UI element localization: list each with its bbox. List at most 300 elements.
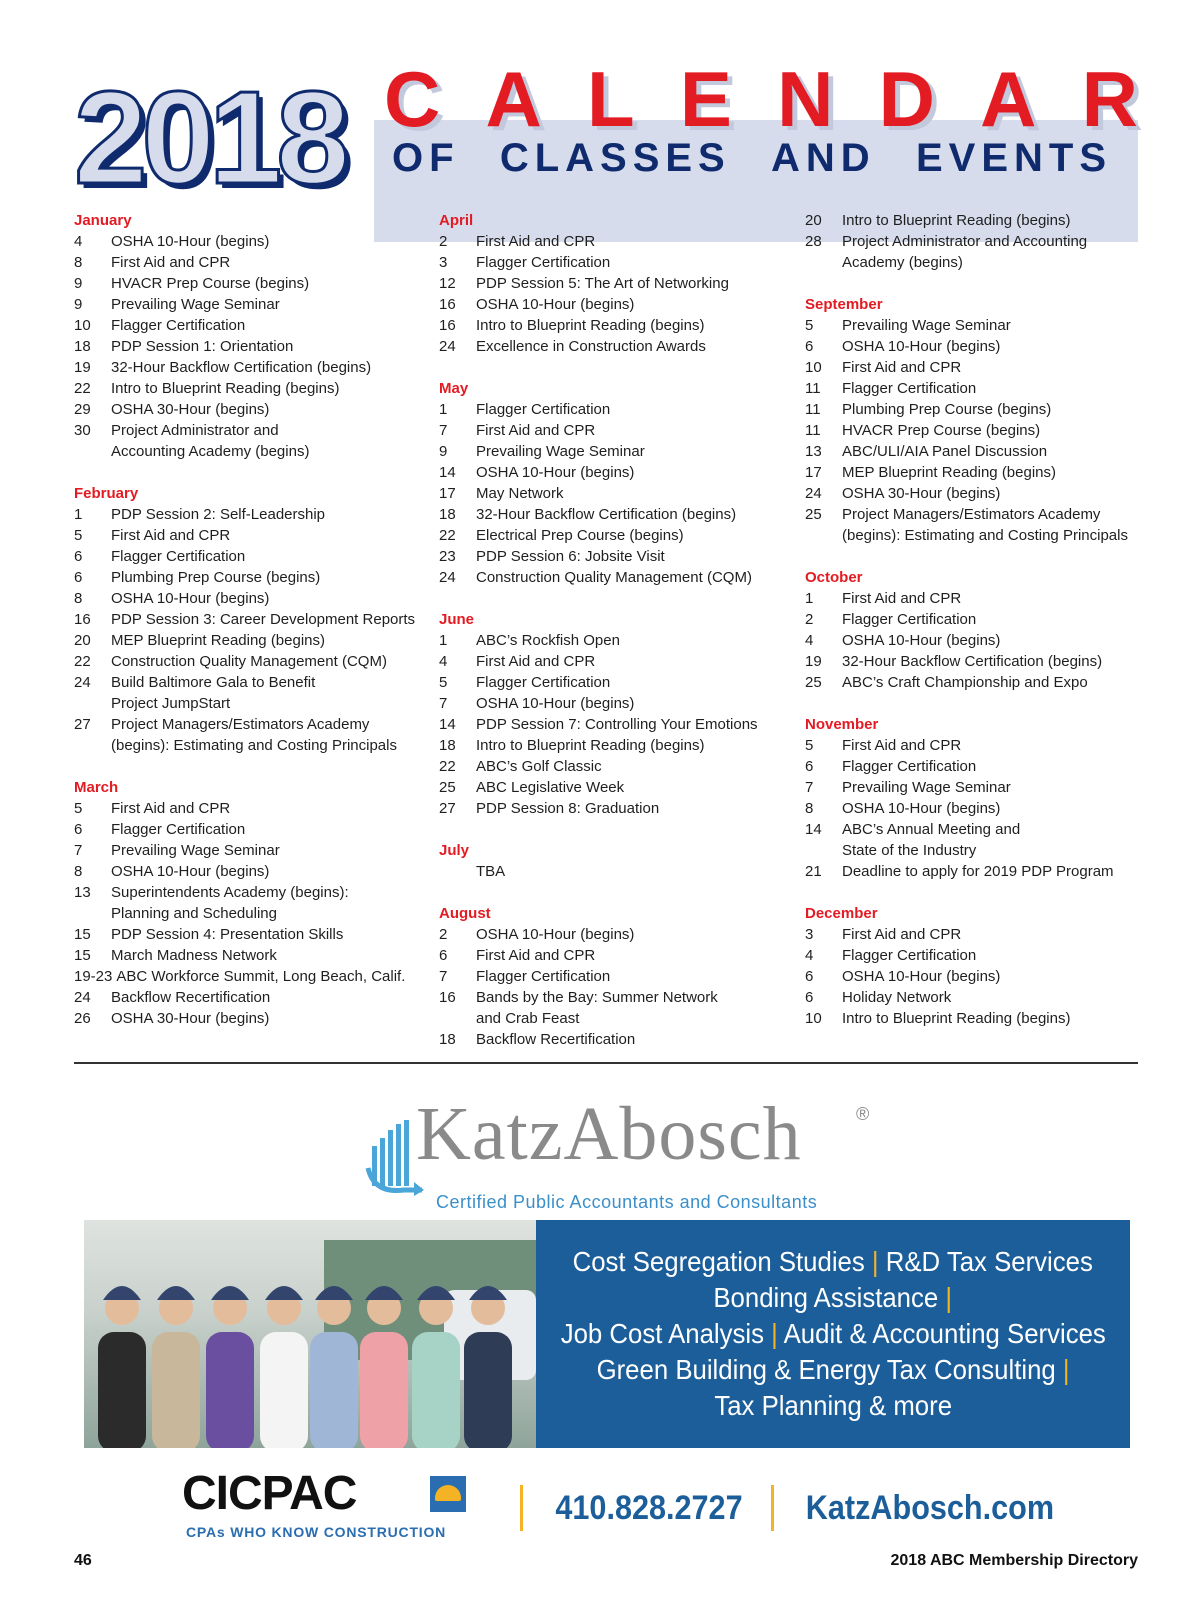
- event-date: 10: [805, 359, 822, 376]
- title-letter: C: [384, 55, 441, 143]
- event-title: OSHA 10-Hour (begins): [842, 338, 1001, 355]
- katzabosch-advertisement[interactable]: [74, 1078, 1138, 1540]
- event-row: [74, 798, 434, 819]
- event-date: 1: [439, 632, 448, 649]
- event-date: 10: [74, 317, 91, 334]
- contact-separator: [520, 1485, 523, 1531]
- event-row: [805, 609, 1165, 630]
- event-row: [805, 504, 1165, 546]
- event-row: [74, 357, 434, 378]
- event-row: [74, 315, 434, 336]
- event-title: Electrical Prep Course (begins): [476, 527, 684, 544]
- event-title: Backflow Recertification: [111, 989, 271, 1006]
- partner-tagline: CPAs WHO KNOW CONSTRUCTION: [186, 1524, 447, 1540]
- event-row: [439, 777, 799, 798]
- event-row: [74, 945, 434, 966]
- event-row: [74, 252, 434, 273]
- event-date: 27: [439, 800, 456, 817]
- event-date: 5: [805, 737, 814, 754]
- logo-bars-icon: [364, 1118, 424, 1198]
- event-title: First Aid and CPR: [842, 590, 962, 607]
- event-row: [74, 231, 434, 252]
- calendar-column-3: [805, 210, 1165, 1029]
- event-row: [805, 924, 1165, 945]
- event-row: [805, 819, 1165, 861]
- event-date: 1: [439, 401, 448, 418]
- event-date: 19-23: [74, 968, 113, 985]
- event-date: 11: [805, 401, 821, 418]
- event-title: PDP Session 6: Jobsite Visit: [476, 548, 665, 565]
- event-title: MEP Blueprint Reading (begins): [842, 464, 1057, 481]
- event-title: Excellence in Construction Awards: [476, 338, 706, 355]
- event-date: 5: [74, 800, 83, 817]
- event-title: Flagger Certification: [842, 380, 977, 397]
- event-row: [74, 399, 434, 420]
- event-row: [74, 966, 434, 987]
- event-title: Prevailing Wage Seminar: [476, 443, 645, 460]
- month-heading: September: [805, 296, 883, 313]
- event-row: [805, 987, 1165, 1008]
- person-figure: [98, 1286, 146, 1448]
- event-row: [805, 651, 1165, 672]
- event-date: 4: [74, 233, 83, 250]
- event-title: ABC’s Rockfish Open: [476, 632, 620, 649]
- event-title: Flagger Certification: [842, 947, 977, 964]
- event-date: 7: [74, 842, 83, 859]
- header-year: 2018: [74, 64, 344, 211]
- event-row: [439, 252, 799, 273]
- event-row: [439, 483, 799, 504]
- event-title: Flagger Certification: [476, 401, 611, 418]
- event-date: 14: [439, 716, 456, 733]
- event-row: [805, 357, 1165, 378]
- event-title: Deadline to apply for 2019 PDP Program: [842, 863, 1114, 880]
- event-title: PDP Session 8: Graduation: [476, 800, 660, 817]
- event-date: 8: [74, 863, 83, 880]
- calendar-header: [74, 55, 1138, 211]
- event-row: [805, 588, 1165, 609]
- event-row: [805, 1008, 1165, 1029]
- event-title: OSHA 10-Hour (begins): [111, 233, 270, 250]
- person-figure: [152, 1286, 200, 1448]
- event-row: [74, 420, 434, 462]
- service-separator: |: [770, 1318, 778, 1349]
- event-row: [74, 525, 434, 546]
- event-row: [439, 294, 799, 315]
- event-date: 22: [439, 527, 456, 544]
- service-line: [560, 1316, 1105, 1352]
- event-date: 18: [439, 1031, 456, 1048]
- title-letter: A: [980, 55, 1037, 143]
- event-date: 6: [439, 947, 448, 964]
- event-date: 1: [805, 590, 814, 607]
- service-text: R&D Tax Services: [878, 1246, 1094, 1277]
- event-date: 6: [805, 338, 814, 355]
- event-row: [439, 693, 799, 714]
- team-illustration: [84, 1220, 536, 1448]
- month-heading: December: [805, 905, 878, 922]
- event-title: First Aid and CPR: [476, 422, 596, 439]
- event-date: 5: [439, 674, 448, 691]
- event-date: 13: [805, 443, 822, 460]
- event-date: 6: [805, 758, 814, 775]
- event-row: [805, 630, 1165, 651]
- title-letter: E: [679, 55, 732, 143]
- partner-name: CICPAC: [182, 1467, 357, 1520]
- event-date: 9: [74, 296, 83, 313]
- event-title: Project Managers/Estimators Academy (begins): Estimating and Costing Principals: [111, 716, 397, 754]
- event-date: 17: [805, 464, 822, 481]
- event-title: March Madness Network: [111, 947, 277, 964]
- event-title: ABC’s Craft Championship and Expo: [842, 674, 1088, 691]
- team-photo: [84, 1220, 536, 1448]
- event-title: OSHA 30-Hour (begins): [842, 485, 1001, 502]
- event-title: Intro to Blueprint Reading (begins): [476, 737, 705, 754]
- title-letter: L: [587, 55, 635, 143]
- event-title: 32-Hour Backflow Certification (begins): [842, 653, 1103, 670]
- event-date: 6: [805, 989, 814, 1006]
- event-date: 9: [74, 275, 83, 292]
- event-row: [439, 525, 799, 546]
- subtitle-word: EVENTS: [915, 136, 1112, 180]
- event-title: First Aid and CPR: [476, 653, 596, 670]
- event-row: [74, 630, 434, 651]
- event-title: Prevailing Wage Seminar: [842, 779, 1011, 796]
- event-row: [439, 231, 799, 252]
- event-title: Project Administrator and Accounting Academy (begins): [842, 233, 1088, 271]
- event-row: [805, 798, 1165, 819]
- event-row: [805, 861, 1165, 882]
- services-panel: [536, 1220, 1130, 1448]
- service-separator: |: [1062, 1354, 1070, 1385]
- event-title: Construction Quality Management (CQM): [111, 653, 387, 670]
- event-title: Build Baltimore Gala to Benefit Project JumpStart: [111, 674, 316, 712]
- event-row: [439, 630, 799, 651]
- event-row: [439, 315, 799, 336]
- event-title: Bands by the Bay: Summer Network and Crab Feast: [476, 989, 718, 1027]
- title-letter: A: [485, 55, 542, 143]
- title-letter: D: [878, 55, 935, 143]
- event-title: First Aid and CPR: [111, 254, 231, 271]
- logo-swoosh-icon: [364, 1118, 424, 1198]
- event-date: 6: [805, 968, 814, 985]
- brand-tagline: Certified Public Accountants and Consultants: [436, 1192, 818, 1212]
- registered-mark: ®: [856, 1104, 870, 1124]
- event-row: [805, 336, 1165, 357]
- event-date: 14: [439, 464, 456, 481]
- event-row: [74, 861, 434, 882]
- event-title: ABC Legislative Week: [476, 779, 625, 796]
- event-title: First Aid and CPR: [111, 527, 231, 544]
- event-date: 24: [805, 485, 822, 502]
- event-date: 18: [74, 338, 91, 355]
- event-row: [439, 399, 799, 420]
- subtitle-word: AND: [771, 136, 876, 180]
- event-date: 7: [439, 695, 448, 712]
- katzabosch-logo: [364, 1092, 884, 1212]
- event-date: 19: [74, 359, 91, 376]
- person-figure: [464, 1286, 512, 1448]
- event-title: Flagger Certification: [842, 611, 977, 628]
- event-date: 14: [805, 821, 822, 838]
- event-title: TBA: [476, 863, 506, 880]
- event-title: OSHA 10-Hour (begins): [842, 632, 1001, 649]
- event-title: First Aid and CPR: [842, 926, 962, 943]
- person-figure: [412, 1286, 460, 1448]
- event-date: [439, 861, 476, 882]
- event-title: HVACR Prep Course (begins): [111, 275, 310, 292]
- event-row: [439, 1029, 799, 1050]
- service-line: [573, 1244, 1093, 1280]
- event-row: [805, 945, 1165, 966]
- event-title: Intro to Blueprint Reading (begins): [842, 212, 1071, 229]
- month-heading: March: [74, 779, 119, 796]
- event-row: [439, 966, 799, 987]
- service-text: Bonding Assistance: [713, 1282, 946, 1313]
- event-row: [805, 315, 1165, 336]
- event-title: Plumbing Prep Course (begins): [111, 569, 321, 586]
- event-title: PDP Session 1: Orientation: [111, 338, 294, 355]
- event-title: First Aid and CPR: [842, 737, 962, 754]
- event-title: MEP Blueprint Reading (begins): [111, 632, 326, 649]
- event-date: 17: [439, 485, 456, 502]
- event-date: 12: [439, 275, 456, 292]
- event-row: [74, 546, 434, 567]
- event-row: [439, 546, 799, 567]
- service-line: [714, 1280, 953, 1316]
- event-date: 22: [74, 653, 91, 670]
- event-date: 18: [439, 737, 456, 754]
- event-title: 32-Hour Backflow Certification (begins): [476, 506, 737, 523]
- event-date: 16: [439, 317, 456, 334]
- event-date: 16: [74, 611, 91, 628]
- event-date: 27: [74, 716, 91, 733]
- event-date: 6: [74, 548, 83, 565]
- event-row: [74, 609, 434, 630]
- event-row: [74, 504, 434, 525]
- event-title: Project Managers/Estimators Academy (begins): Estimating and Costing Principals: [842, 506, 1128, 544]
- event-row: [805, 399, 1165, 420]
- event-row: [439, 735, 799, 756]
- page-number: 46: [74, 1552, 92, 1569]
- event-row: [439, 336, 799, 357]
- event-date: 24: [439, 338, 456, 355]
- event-row: [74, 987, 434, 1008]
- event-title: ABC/ULI/AIA Panel Discussion: [842, 443, 1048, 460]
- event-title: Backflow Recertification: [476, 1031, 636, 1048]
- event-row: [805, 231, 1165, 273]
- event-date: 20: [74, 632, 91, 649]
- event-row: [74, 882, 434, 924]
- event-date: 4: [439, 653, 448, 670]
- event-date: 4: [805, 632, 814, 649]
- event-row: [74, 840, 434, 861]
- event-date: 10: [805, 1010, 822, 1027]
- event-date: 24: [74, 674, 91, 691]
- event-row: [439, 945, 799, 966]
- website-link[interactable]: KatzAbosch.com: [805, 1488, 1055, 1527]
- header-subtitle: [392, 138, 1112, 178]
- service-line: [714, 1388, 952, 1424]
- event-title: OSHA 10-Hour (begins): [476, 695, 635, 712]
- event-row: [439, 861, 799, 882]
- event-date: 2: [439, 926, 448, 943]
- event-title: Flagger Certification: [111, 821, 246, 838]
- event-title: Flagger Certification: [842, 758, 977, 775]
- event-row: [805, 966, 1165, 987]
- subtitle-word: CLASSES: [499, 136, 731, 180]
- event-title: First Aid and CPR: [842, 359, 962, 376]
- hardhat-icon: [430, 1476, 466, 1512]
- event-date: 1: [74, 506, 83, 523]
- event-date: 9: [439, 443, 448, 460]
- event-row: [74, 273, 434, 294]
- event-title: OSHA 10-Hour (begins): [842, 968, 1001, 985]
- event-date: 16: [439, 989, 456, 1006]
- event-row: [805, 378, 1165, 399]
- brand-name: KatzAbosch: [416, 1092, 802, 1176]
- contact-bar: [520, 1480, 1120, 1536]
- month-heading: July: [439, 842, 470, 859]
- event-row: [74, 336, 434, 357]
- event-title: OSHA 10-Hour (begins): [476, 464, 635, 481]
- event-date: 6: [74, 821, 83, 838]
- month-heading: April: [439, 212, 474, 229]
- event-row: [805, 483, 1165, 504]
- month-heading: May: [439, 380, 469, 397]
- month-heading: January: [74, 212, 132, 229]
- event-date: 8: [805, 800, 814, 817]
- section-divider: [74, 1062, 1138, 1064]
- event-title: Prevailing Wage Seminar: [111, 296, 280, 313]
- event-title: OSHA 10-Hour (begins): [111, 863, 270, 880]
- event-row: [74, 1008, 434, 1029]
- event-date: 29: [74, 401, 91, 418]
- event-date: 23: [439, 548, 456, 565]
- event-date: 21: [805, 863, 822, 880]
- event-date: 20: [805, 212, 822, 229]
- event-title: Flagger Certification: [476, 968, 611, 985]
- calendar-column-2: [439, 210, 799, 1050]
- service-text: Cost Segregation Studies: [572, 1246, 873, 1277]
- event-row: [805, 210, 1165, 231]
- event-date: 28: [805, 233, 822, 250]
- event-title: 32-Hour Backflow Certification (begins): [111, 359, 372, 376]
- event-row: [439, 441, 799, 462]
- event-title: Flagger Certification: [476, 254, 611, 271]
- event-row: [805, 672, 1165, 693]
- event-title: OSHA 10-Hour (begins): [476, 926, 635, 943]
- event-date: 6: [74, 569, 83, 586]
- event-row: [439, 651, 799, 672]
- event-row: [439, 504, 799, 525]
- event-title: Intro to Blueprint Reading (begins): [111, 380, 340, 397]
- event-date: 11: [805, 422, 821, 439]
- event-title: Plumbing Prep Course (begins): [842, 401, 1052, 418]
- event-title: First Aid and CPR: [476, 947, 596, 964]
- event-row: [439, 567, 799, 588]
- event-row: [805, 735, 1165, 756]
- event-date: 22: [439, 758, 456, 775]
- event-title: PDP Session 7: Controlling Your Emotions: [476, 716, 758, 733]
- event-row: [439, 273, 799, 294]
- event-title: May Network: [476, 485, 564, 502]
- event-row: [74, 819, 434, 840]
- service-line: [596, 1352, 1069, 1388]
- event-row: [805, 777, 1165, 798]
- event-row: [439, 924, 799, 945]
- event-title: OSHA 10-Hour (begins): [111, 590, 270, 607]
- event-date: 15: [74, 926, 91, 943]
- event-title: ABC’s Golf Classic: [476, 758, 602, 775]
- event-row: [74, 651, 434, 672]
- event-row: [805, 441, 1165, 462]
- event-date: 19: [805, 653, 822, 670]
- event-title: Holiday Network: [842, 989, 952, 1006]
- event-title: Intro to Blueprint Reading (begins): [842, 1010, 1071, 1027]
- event-row: [439, 714, 799, 735]
- event-date: 15: [74, 947, 91, 964]
- event-title: PDP Session 4: Presentation Skills: [111, 926, 344, 943]
- person-figure: [310, 1286, 358, 1448]
- event-date: 7: [439, 422, 448, 439]
- event-date: 24: [74, 989, 91, 1006]
- service-text: Job Cost Analysis: [560, 1318, 771, 1349]
- cicpac-logo: [182, 1467, 482, 1540]
- event-title: Flagger Certification: [476, 674, 611, 691]
- event-date: 3: [439, 254, 448, 271]
- event-row: [439, 987, 799, 1029]
- event-date: 18: [439, 506, 456, 523]
- event-date: 8: [74, 590, 83, 607]
- event-date: 5: [74, 527, 83, 544]
- event-row: [74, 924, 434, 945]
- event-date: 11: [805, 380, 821, 397]
- event-date: 3: [805, 926, 814, 943]
- event-row: [74, 714, 434, 756]
- event-row: [439, 756, 799, 777]
- event-date: 25: [805, 674, 822, 691]
- event-row: [439, 420, 799, 441]
- contact-separator: [771, 1485, 774, 1531]
- event-title: OSHA 30-Hour (begins): [111, 1010, 270, 1027]
- event-date: 5: [805, 317, 814, 334]
- month-heading: August: [439, 905, 491, 922]
- event-title: PDP Session 2: Self-Leadership: [111, 506, 326, 523]
- event-title: Superintendents Academy (begins): Planning and Scheduling: [111, 884, 349, 922]
- person-figure: [260, 1286, 308, 1448]
- page-footer: [74, 1552, 1138, 1576]
- phone-number[interactable]: 410.828.2727: [555, 1488, 743, 1527]
- event-title: Project Administrator and Accounting Academy (begins): [111, 422, 310, 460]
- event-date: 24: [439, 569, 456, 586]
- event-date: 8: [74, 254, 83, 271]
- event-date: 7: [805, 779, 814, 796]
- event-date: 30: [74, 422, 91, 439]
- event-date: 2: [439, 233, 448, 250]
- event-title: Prevailing Wage Seminar: [111, 842, 280, 859]
- event-title: Flagger Certification: [111, 548, 246, 565]
- event-title: Intro to Blueprint Reading (begins): [476, 317, 705, 334]
- month-heading: June: [439, 611, 475, 628]
- event-date: 4: [805, 947, 814, 964]
- service-text: Green Building & Energy Tax Consulting: [596, 1354, 1063, 1385]
- event-date: 7: [439, 968, 448, 985]
- event-date: 25: [439, 779, 456, 796]
- event-date: 13: [74, 884, 91, 901]
- event-row: [74, 588, 434, 609]
- event-title: OSHA 10-Hour (begins): [476, 296, 635, 313]
